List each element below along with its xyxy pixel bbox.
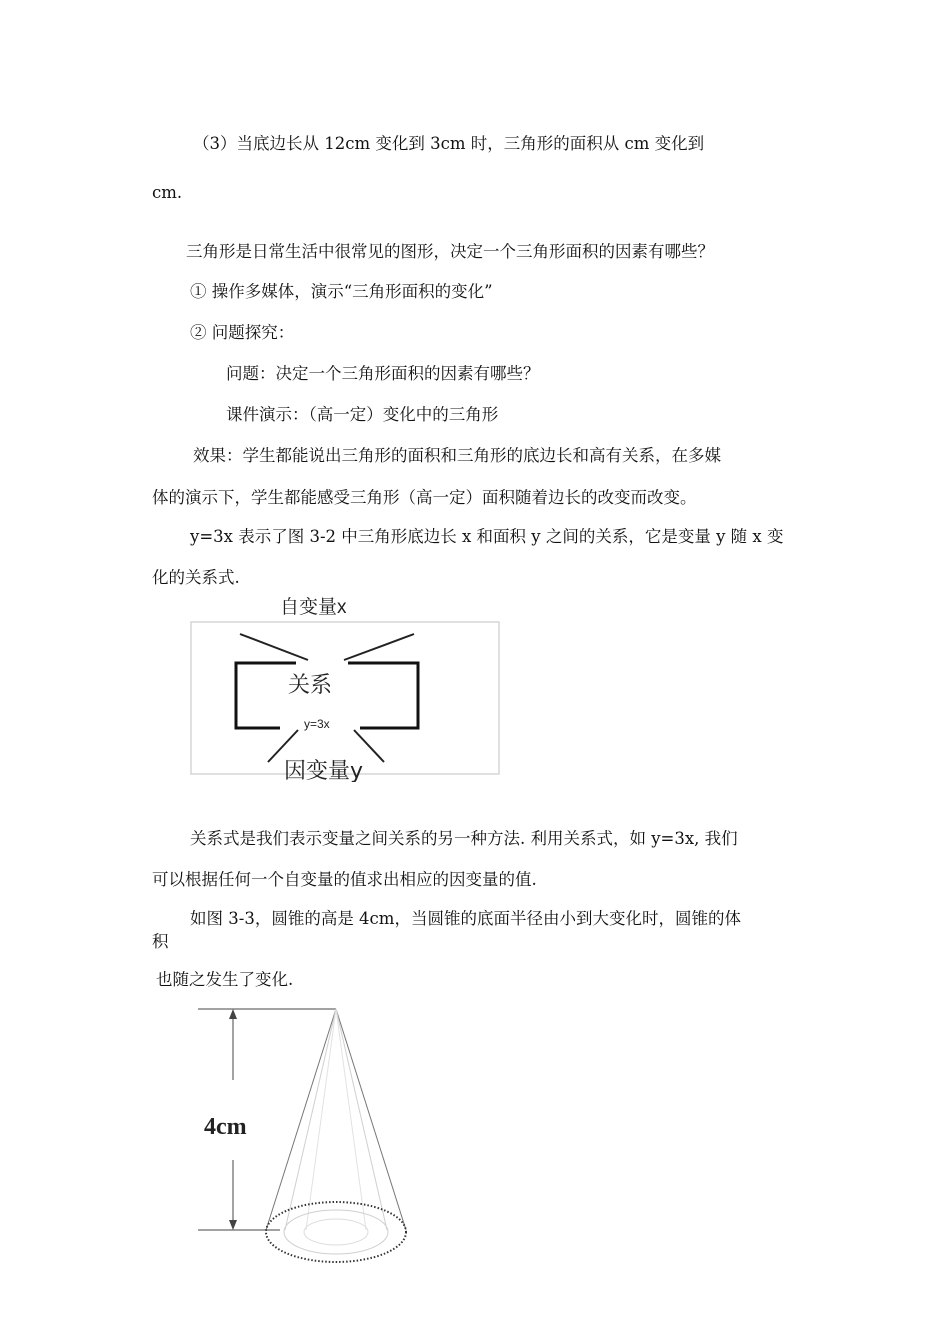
text-line-13: 可以根据任何一个自变量的值求出相应的因变量的值. [152, 870, 537, 889]
text-line-2: cm. [152, 183, 183, 202]
dependent-variable-label: 因变量y [284, 759, 364, 782]
cone-side-left [266, 1009, 336, 1230]
text-line-5: ② 问题探究： [190, 323, 295, 342]
cone-side-right [336, 1009, 406, 1230]
figure-3-2-diagram [188, 596, 504, 782]
cone-base-inner [304, 1219, 368, 1245]
bracket-left [236, 663, 296, 728]
bracket-right [348, 663, 418, 728]
arrow-left-bottom [268, 730, 298, 762]
text-line-7: 课件演示：（高一定）变化中的三角形 [226, 405, 499, 424]
text-line-8: 效果：学生都能说出三角形的面积和三角形的底边长和高有关系，在多媒 [193, 446, 721, 465]
text-line-6: 问题：决定一个三角形面积的因素有哪些？ [226, 364, 540, 383]
arrow-right-top [344, 634, 414, 660]
formula-label: y=3x [304, 717, 330, 731]
independent-variable-label: 自变量x [280, 597, 347, 618]
arrow-right-bottom [354, 730, 384, 762]
text-line-16: 也随之发生了变化. [156, 970, 294, 989]
arrowhead-up [229, 1009, 237, 1019]
text-line-10: y=3x 表示了图 3-2 中三角形底边长 x 和面积 y 之间的关系，它是变量 y 随 x 变 [190, 527, 784, 546]
height-label: 4cm [204, 1114, 247, 1140]
text-line-11: 化的关系式. [152, 568, 240, 587]
relation-label: 关系 [288, 673, 333, 698]
text-line-12: 关系式是我们表示变量之间关系的另一种方法. 利用关系式，如 y=3x, 我们 [190, 829, 738, 848]
figure-3-3-cone [190, 1000, 430, 1290]
cone-base-outer [266, 1202, 406, 1262]
text-line-1: （3）当底边长从 12cm 变化到 3cm 时，三角形的面积从 cm 变化到 [193, 134, 705, 153]
text-line-14: 如图 3-3，圆锥的高是 4cm，当圆锥的底面半径由小到大变化时，圆锥的体 [190, 909, 741, 928]
text-line-4: ① 操作多媒体，演示“三角形面积的变化” [190, 282, 493, 301]
arrowhead-down [229, 1220, 237, 1230]
text-line-9: 体的演示下，学生都能感受三角形（高一定）面积随着边长的改变而改变。 [152, 488, 697, 507]
arrow-left-top [240, 634, 308, 660]
cone-base-middle [284, 1210, 388, 1254]
text-line-3: 三角形是日常生活中很常见的图形，决定一个三角形面积的因素有哪些？ [186, 242, 714, 261]
text-line-15: 积 [152, 932, 169, 951]
